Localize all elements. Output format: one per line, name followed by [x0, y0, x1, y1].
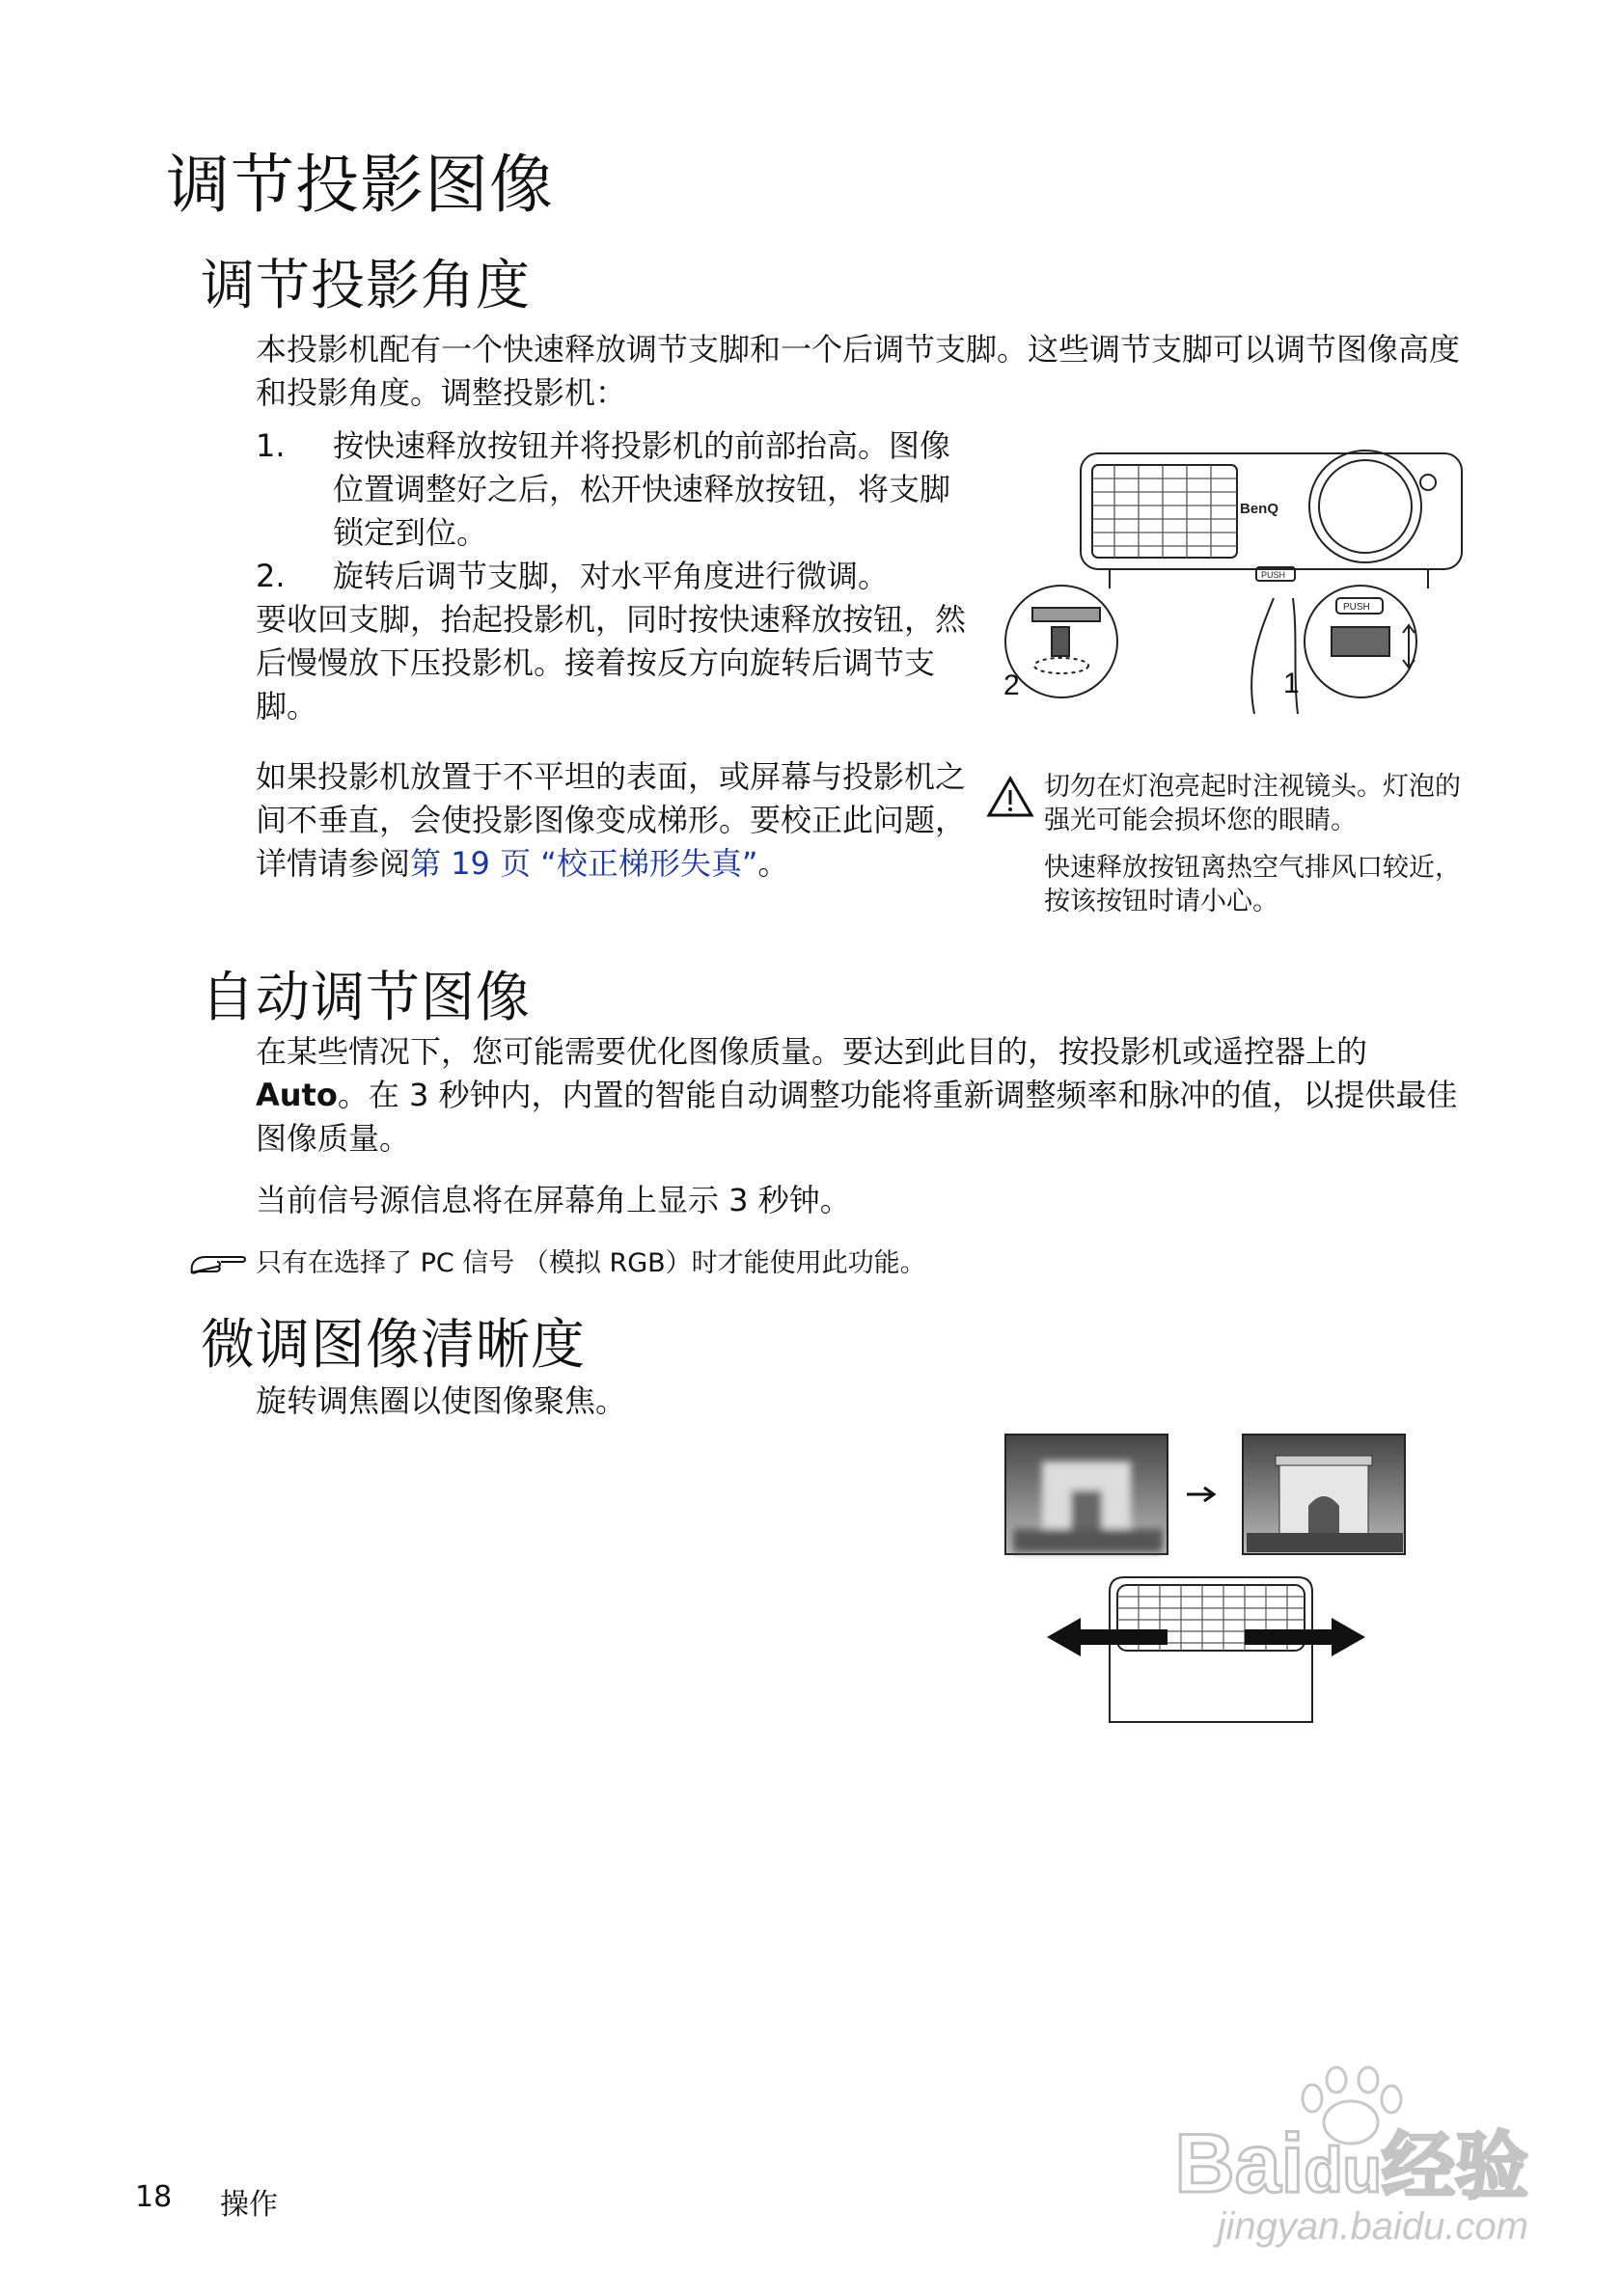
page-title: 调节投影图像 [166, 148, 554, 222]
footer-section: 操作 [220, 2188, 278, 2222]
arrow-right-icon [1187, 1488, 1214, 1501]
figure-label-1: 1 [1283, 668, 1300, 699]
push-label-detail: PUSH [1343, 602, 1370, 613]
push-label-front: PUSH [1261, 570, 1286, 580]
uneven-paragraph [256, 755, 970, 886]
section-heading-angle: 调节投影角度 [201, 255, 531, 317]
projector-figure [1003, 434, 1486, 724]
lens-ring [1309, 451, 1421, 562]
sharp-image [1243, 1435, 1405, 1554]
focus-figure [1003, 1433, 1409, 1741]
watermark-brand-du: du [1304, 2134, 1382, 2205]
step-1-number: 1. [256, 427, 286, 464]
note-line [188, 1244, 926, 1283]
watermark-brand [1175, 2108, 1528, 2213]
section-heading-auto: 自动调节图像 [201, 967, 531, 1029]
section-heading-focus: 微调图像清晰度 [201, 1314, 586, 1377]
step-1-text: 按快速释放按钮并将投影机的前部抬高。图像位置调整好之后，松开快速释放按钮，将支脚锁定到位。 [333, 427, 951, 551]
auto-paragraph [256, 1030, 1462, 1161]
auto-text: 在某些情况下，您可能需要优化图像质量。要达到此目的，按投影机或遥控器上的 [256, 1033, 1368, 1070]
page-number: 18 [135, 2180, 173, 2214]
auto-text-end: 。在 3 秒钟内，内置的智能自动调整功能将重新调整频率和脉冲的值，以提供最佳图像质量。 [256, 1077, 1458, 1157]
uneven-end: 。 [757, 845, 789, 882]
step-2-number: 2. [256, 558, 286, 594]
watermark-brand-bai: Bai [1174, 2118, 1305, 2210]
step-2 [256, 555, 970, 598]
brand-label: BenQ [1240, 501, 1279, 517]
note-text: 只有在选择了 PC 信号 （模拟 RGB）时才能使用此功能。 [256, 1248, 926, 1278]
figure-label-2: 2 [1003, 670, 1020, 701]
signal-info-paragraph: 当前信号源信息将在屏幕角上显示 3 秒钟。 [256, 1182, 851, 1218]
step-1 [256, 424, 970, 555]
watermark-url: jingyan.baidu.com [1217, 2205, 1528, 2248]
keystone-link[interactable]: 第 19 页 “校正梯形失真” [410, 845, 758, 882]
warning-triangle-icon [986, 776, 1034, 818]
steps-list [256, 424, 970, 886]
intro-paragraph: 本投影机配有一个快速释放调节支脚和一个后调节支脚。这些调节支脚可以调节图像高度和投影角度。调整投影机： [256, 331, 1461, 411]
focus-paragraph: 旋转调焦圈以使图像聚焦。 [256, 1382, 627, 1419]
lens [1319, 460, 1412, 553]
warning-box [986, 770, 1469, 932]
pointing-hand-icon [188, 1249, 250, 1278]
watermark-brand-jingyan: 经验 [1382, 2126, 1528, 2208]
blurry-image [1005, 1435, 1168, 1554]
step-2-text: 旋转后调节支脚，对水平角度进行微调。 [333, 558, 890, 594]
warning-text-2: 快速释放按钮离热空气排风口较近，按该按钮时请小心。 [1044, 853, 1461, 916]
warning-text-1: 切勿在灯泡亮起时注视镜头。灯泡的强光可能会损坏您的眼睛。 [1044, 772, 1461, 835]
auto-key: Auto [256, 1077, 338, 1113]
uneven-text: 如果投影机放置于不平坦的表面，或屏幕与投影机之间不垂直，会使投影图像变成梯形。要校正此问题，详情请参阅 [256, 758, 967, 882]
step-2-continued: 要收回支脚，抬起投影机，同时按快速释放按钮，然后慢慢放下压投影机。接着按反方向旋转后调节支脚。 [256, 601, 967, 724]
